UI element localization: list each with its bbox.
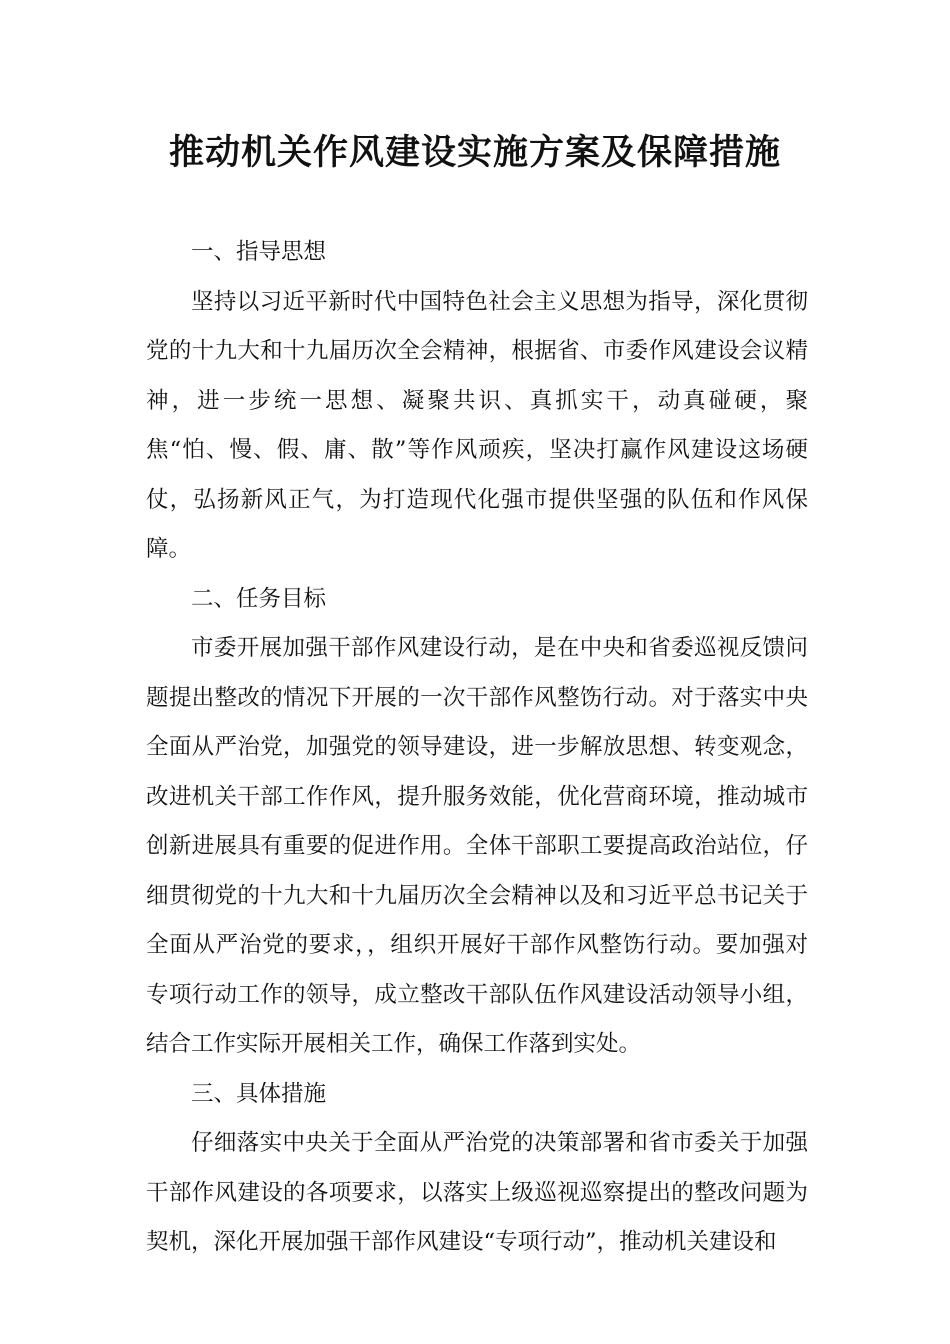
section-heading-specific-measures: 三、具体措施: [191, 1080, 327, 1107]
section-paragraph-guiding-ideology: 坚持以习近平新时代中国特色社会主义思想为指导，深化贯彻党的十九大和十九届历次全会精神，根据省、市委作风建设会议精神，进一步统一思想、凝聚共识、真抓实干，动真碰硬，聚焦“怕、慢、假、庸、散”等作风顽疾，坚决打赢作风建设这场硬仗，弘扬新风正气，为打造现代化强市提供坚强的队伍和作风保障。: [146, 288, 808, 562]
section-paragraph-task-goals: 市委开展加强干部作风建设行动，是在中央和省委巡视反馈问题提出整改的情况下开展的一次干部作风整饬行动。对于落实中央全面从严治党，加强党的领导建设，进一步解放思想、转变观念，改进机关干部工作作风，提升服务效能，优化营商环境，推动城市创新进展具有重要的促进作用。全体干部职工要提高政治站位，仔细贯彻党的十九大和十九届历次全会精神以及和习近平总书记关于全面从严治党的要求，，组织开展好干部作风整饬行动。要加强对专项行动工作的领导，成立整改干部队伍作风建设活动领导小组，结合工作实际开展相关工作，确保工作落到实处。: [146, 635, 808, 1057]
document-title: 推动机关作风建设实施方案及保障措施: [168, 133, 781, 173]
section-heading-guiding-ideology: 一、指导思想: [191, 239, 327, 265]
section-paragraph-specific-measures: 仔细落实中央关于全面从严治党的决策部署和省市委关于加强干部作风建设的各项要求，以落实上级巡视巡察提出的整改问题为契机，深化开展加强干部作风建设“专项行动”，推动机关建设和: [146, 1130, 808, 1255]
section-heading-task-goals: 二、任务目标: [191, 585, 327, 612]
document-body: [146, 228, 808, 1268]
